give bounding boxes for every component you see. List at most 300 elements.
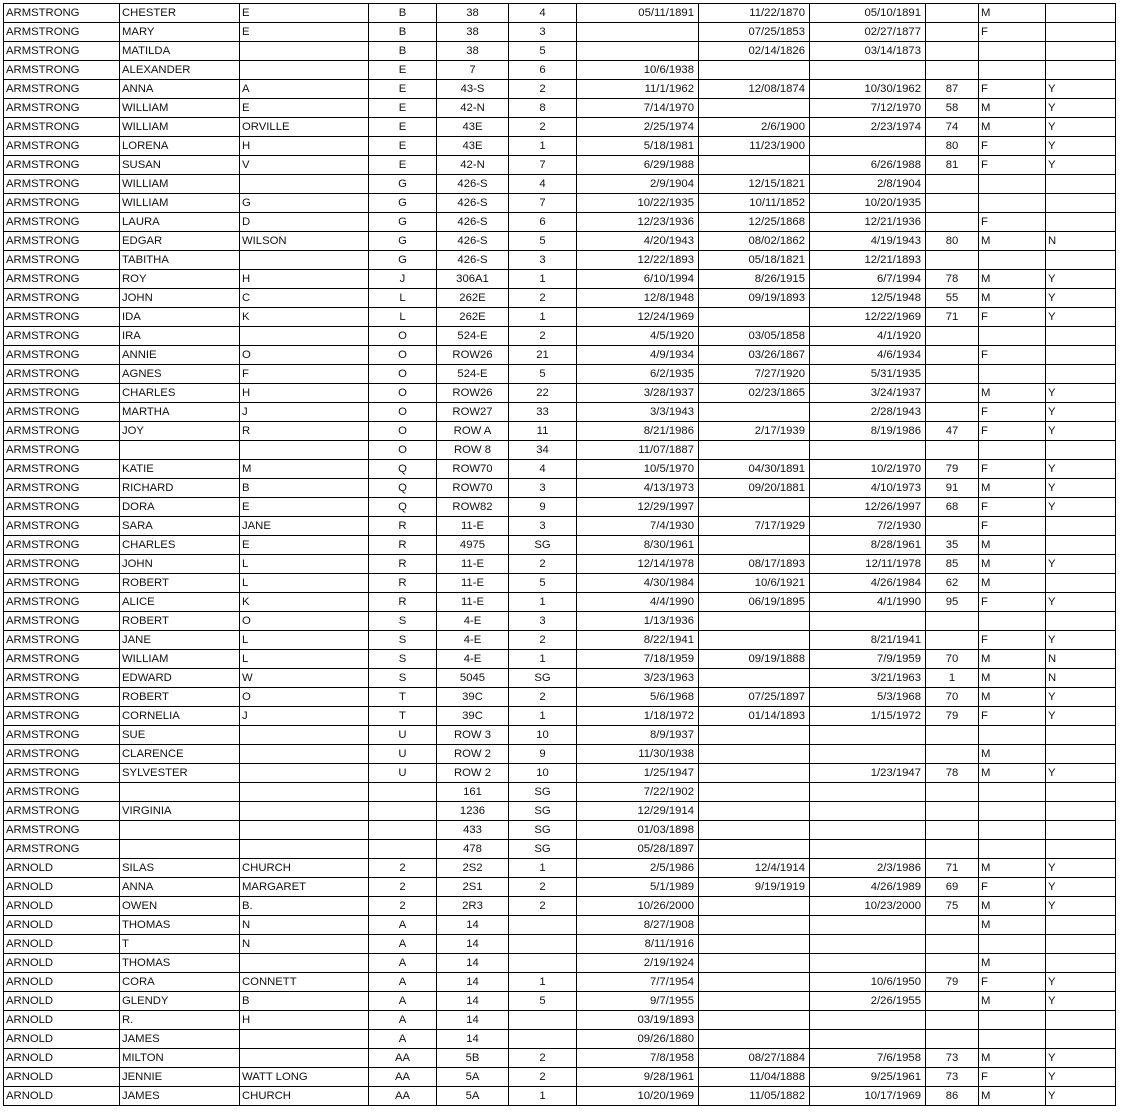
death-date-cell xyxy=(810,821,926,840)
first-name-cell: SUSAN xyxy=(120,156,240,175)
lot-cell: 262E xyxy=(437,308,509,327)
lot-cell: 4-E xyxy=(437,631,509,650)
flag-cell xyxy=(1046,821,1116,840)
flag-cell xyxy=(1046,1030,1116,1049)
birth-date-cell xyxy=(699,612,810,631)
sex-cell: F xyxy=(979,137,1046,156)
age-cell xyxy=(926,1011,979,1030)
first-name-cell: CORNELIA xyxy=(120,707,240,726)
sex-cell: F xyxy=(979,23,1046,42)
flag-cell xyxy=(1046,42,1116,61)
surname-cell: ARMSTRONG xyxy=(4,726,120,745)
table-row xyxy=(4,954,1116,973)
grave-cell xyxy=(509,1011,577,1030)
surname-cell: ARMSTRONG xyxy=(4,327,120,346)
middle-name-cell: K xyxy=(240,593,369,612)
first-name-cell: WILLIAM xyxy=(120,194,240,213)
death-date-cell: 10/17/1969 xyxy=(810,1087,926,1106)
section-cell: S xyxy=(369,669,437,688)
middle-name-cell: J xyxy=(240,403,369,422)
surname-cell: ARMSTRONG xyxy=(4,232,120,251)
age-cell: 69 xyxy=(926,878,979,897)
birth-date-cell xyxy=(699,802,810,821)
sex-cell: F xyxy=(979,422,1046,441)
age-cell xyxy=(926,1030,979,1049)
burial-date-cell: 12/14/1978 xyxy=(577,555,699,574)
burial-date-cell: 7/8/1958 xyxy=(577,1049,699,1068)
first-name-cell: IDA xyxy=(120,308,240,327)
middle-name-cell: V xyxy=(240,156,369,175)
sex-cell xyxy=(979,783,1046,802)
age-cell xyxy=(926,213,979,232)
grave-cell: SG xyxy=(509,536,577,555)
grave-cell: 2 xyxy=(509,555,577,574)
age-cell xyxy=(926,783,979,802)
birth-date-cell xyxy=(699,897,810,916)
birth-date-cell: 7/17/1929 xyxy=(699,517,810,536)
surname-cell: ARMSTRONG xyxy=(4,631,120,650)
first-name-cell: JAMES xyxy=(120,1030,240,1049)
burial-date-cell: 7/14/1970 xyxy=(577,99,699,118)
section-cell: L xyxy=(369,308,437,327)
flag-cell: Y xyxy=(1046,555,1116,574)
surname-cell: ARMSTRONG xyxy=(4,270,120,289)
burial-date-cell: 01/03/1898 xyxy=(577,821,699,840)
section-cell: 2 xyxy=(369,897,437,916)
death-date-cell: 7/12/1970 xyxy=(810,99,926,118)
flag-cell xyxy=(1046,954,1116,973)
table-row xyxy=(4,175,1116,194)
middle-name-cell xyxy=(240,783,369,802)
first-name-cell: VIRGINIA xyxy=(120,802,240,821)
first-name-cell: EDWARD xyxy=(120,669,240,688)
burial-date-cell: 7/18/1959 xyxy=(577,650,699,669)
surname-cell: ARMSTRONG xyxy=(4,118,120,137)
sex-cell: M xyxy=(979,650,1046,669)
grave-cell: 1 xyxy=(509,973,577,992)
table-row xyxy=(4,802,1116,821)
section-cell: AA xyxy=(369,1068,437,1087)
flag-cell: Y xyxy=(1046,897,1116,916)
lot-cell: 14 xyxy=(437,1011,509,1030)
birth-date-cell: 11/23/1900 xyxy=(699,137,810,156)
first-name-cell: LAURA xyxy=(120,213,240,232)
birth-date-cell: 01/14/1893 xyxy=(699,707,810,726)
grave-cell: 3 xyxy=(509,23,577,42)
lot-cell: 42-N xyxy=(437,99,509,118)
first-name-cell: THOMAS xyxy=(120,916,240,935)
lot-cell: 42-N xyxy=(437,156,509,175)
birth-date-cell xyxy=(699,498,810,517)
sex-cell: F xyxy=(979,878,1046,897)
flag-cell: Y xyxy=(1046,688,1116,707)
burial-date-cell: 4/20/1943 xyxy=(577,232,699,251)
middle-name-cell: L xyxy=(240,631,369,650)
death-date-cell xyxy=(810,1030,926,1049)
table-row xyxy=(4,365,1116,384)
first-name-cell: RICHARD xyxy=(120,479,240,498)
section-cell: 2 xyxy=(369,859,437,878)
section-cell: AA xyxy=(369,1087,437,1106)
sex-cell: M xyxy=(979,384,1046,403)
burial-date-cell: 6/29/1988 xyxy=(577,156,699,175)
first-name-cell: SUE xyxy=(120,726,240,745)
surname-cell: ARMSTRONG xyxy=(4,688,120,707)
lot-cell: 14 xyxy=(437,954,509,973)
grave-cell: 1 xyxy=(509,859,577,878)
table-row xyxy=(4,232,1116,251)
grave-cell: 4 xyxy=(509,4,577,23)
lot-cell: 39C xyxy=(437,707,509,726)
lot-cell: 2S2 xyxy=(437,859,509,878)
sex-cell: M xyxy=(979,536,1046,555)
grave-cell: 3 xyxy=(509,612,577,631)
grave-cell: 1 xyxy=(509,650,577,669)
death-date-cell xyxy=(810,441,926,460)
table-row xyxy=(4,327,1116,346)
surname-cell: ARMSTRONG xyxy=(4,4,120,23)
age-cell xyxy=(926,346,979,365)
record-table-body xyxy=(4,4,1116,1106)
flag-cell: Y xyxy=(1046,384,1116,403)
grave-cell: 6 xyxy=(509,61,577,80)
burial-date-cell: 9/7/1955 xyxy=(577,992,699,1011)
birth-date-cell xyxy=(699,1030,810,1049)
surname-cell: ARNOLD xyxy=(4,1030,120,1049)
sex-cell: M xyxy=(979,99,1046,118)
sex-cell: F xyxy=(979,308,1046,327)
grave-cell: 22 xyxy=(509,384,577,403)
surname-cell: ARNOLD xyxy=(4,973,120,992)
death-date-cell: 12/26/1997 xyxy=(810,498,926,517)
middle-name-cell xyxy=(240,954,369,973)
lot-cell: 524-E xyxy=(437,327,509,346)
middle-name-cell: MARGARET xyxy=(240,878,369,897)
sex-cell: M xyxy=(979,118,1046,137)
lot-cell: 306A1 xyxy=(437,270,509,289)
age-cell: 71 xyxy=(926,859,979,878)
surname-cell: ARMSTRONG xyxy=(4,175,120,194)
first-name-cell: MARY xyxy=(120,23,240,42)
flag-cell xyxy=(1046,327,1116,346)
age-cell xyxy=(926,4,979,23)
age-cell: 1 xyxy=(926,669,979,688)
burial-date-cell: 12/29/1914 xyxy=(577,802,699,821)
middle-name-cell xyxy=(240,840,369,859)
age-cell xyxy=(926,251,979,270)
table-row xyxy=(4,422,1116,441)
lot-cell: 4-E xyxy=(437,650,509,669)
birth-date-cell xyxy=(699,61,810,80)
surname-cell: ARMSTRONG xyxy=(4,821,120,840)
grave-cell: 3 xyxy=(509,251,577,270)
birth-date-cell: 04/30/1891 xyxy=(699,460,810,479)
sex-cell xyxy=(979,802,1046,821)
lot-cell: 43-S xyxy=(437,80,509,99)
death-date-cell: 9/25/1961 xyxy=(810,1068,926,1087)
burial-date-cell: 2/9/1904 xyxy=(577,175,699,194)
lot-cell: 14 xyxy=(437,935,509,954)
section-cell: 2 xyxy=(369,878,437,897)
record-table xyxy=(3,3,1116,1106)
death-date-cell xyxy=(810,840,926,859)
first-name-cell: WILLIAM xyxy=(120,175,240,194)
middle-name-cell: N xyxy=(240,916,369,935)
birth-date-cell xyxy=(699,631,810,650)
lot-cell: 38 xyxy=(437,4,509,23)
table-row xyxy=(4,23,1116,42)
death-date-cell: 3/21/1963 xyxy=(810,669,926,688)
burial-date-cell: 11/07/1887 xyxy=(577,441,699,460)
table-row xyxy=(4,42,1116,61)
burial-date-cell: 1/18/1972 xyxy=(577,707,699,726)
first-name-cell: ALEXANDER xyxy=(120,61,240,80)
death-date-cell xyxy=(810,612,926,631)
grave-cell: 1 xyxy=(509,137,577,156)
birth-date-cell xyxy=(699,764,810,783)
flag-cell xyxy=(1046,61,1116,80)
lot-cell: ROW70 xyxy=(437,460,509,479)
birth-date-cell xyxy=(699,821,810,840)
middle-name-cell: WILSON xyxy=(240,232,369,251)
section-cell: G xyxy=(369,251,437,270)
lot-cell: 11-E xyxy=(437,574,509,593)
death-date-cell: 4/26/1984 xyxy=(810,574,926,593)
first-name-cell: WILLIAM xyxy=(120,99,240,118)
table-row xyxy=(4,441,1116,460)
death-date-cell: 7/9/1959 xyxy=(810,650,926,669)
age-cell: 35 xyxy=(926,536,979,555)
table-row xyxy=(4,897,1116,916)
section-cell: A xyxy=(369,954,437,973)
age-cell xyxy=(926,840,979,859)
grave-cell: 2 xyxy=(509,878,577,897)
lot-cell: ROW70 xyxy=(437,479,509,498)
surname-cell: ARMSTRONG xyxy=(4,555,120,574)
death-date-cell: 12/11/1978 xyxy=(810,555,926,574)
table-row xyxy=(4,688,1116,707)
burial-date-cell: 10/6/1938 xyxy=(577,61,699,80)
section-cell: A xyxy=(369,1011,437,1030)
lot-cell: 1236 xyxy=(437,802,509,821)
flag-cell: Y xyxy=(1046,270,1116,289)
age-cell xyxy=(926,992,979,1011)
sex-cell xyxy=(979,1011,1046,1030)
age-cell xyxy=(926,23,979,42)
sex-cell xyxy=(979,935,1046,954)
lot-cell: 2R3 xyxy=(437,897,509,916)
lot-cell: ROW 2 xyxy=(437,764,509,783)
burial-date-cell: 12/29/1997 xyxy=(577,498,699,517)
section-cell: G xyxy=(369,194,437,213)
death-date-cell: 4/19/1943 xyxy=(810,232,926,251)
first-name-cell: THOMAS xyxy=(120,954,240,973)
grave-cell: SG xyxy=(509,802,577,821)
grave-cell: 5 xyxy=(509,365,577,384)
death-date-cell: 4/1/1920 xyxy=(810,327,926,346)
table-row xyxy=(4,593,1116,612)
sex-cell: F xyxy=(979,631,1046,650)
birth-date-cell xyxy=(699,308,810,327)
grave-cell: 1 xyxy=(509,707,577,726)
section-cell: O xyxy=(369,403,437,422)
first-name-cell: SILAS xyxy=(120,859,240,878)
section-cell: AA xyxy=(369,1049,437,1068)
surname-cell: ARMSTRONG xyxy=(4,517,120,536)
section-cell: L xyxy=(369,289,437,308)
age-cell xyxy=(926,365,979,384)
birth-date-cell: 09/19/1893 xyxy=(699,289,810,308)
surname-cell: ARMSTRONG xyxy=(4,745,120,764)
flag-cell: Y xyxy=(1046,1068,1116,1087)
flag-cell: N xyxy=(1046,650,1116,669)
birth-date-cell xyxy=(699,916,810,935)
section-cell: R xyxy=(369,517,437,536)
table-row xyxy=(4,99,1116,118)
middle-name-cell: O xyxy=(240,612,369,631)
sex-cell: M xyxy=(979,954,1046,973)
grave-cell: 10 xyxy=(509,764,577,783)
table-row xyxy=(4,726,1116,745)
first-name-cell: ALICE xyxy=(120,593,240,612)
birth-date-cell xyxy=(699,156,810,175)
lot-cell: 478 xyxy=(437,840,509,859)
middle-name-cell: A xyxy=(240,80,369,99)
surname-cell: ARMSTRONG xyxy=(4,194,120,213)
burial-date-cell: 5/18/1981 xyxy=(577,137,699,156)
surname-cell: ARNOLD xyxy=(4,916,120,935)
sex-cell xyxy=(979,327,1046,346)
age-cell: 68 xyxy=(926,498,979,517)
section-cell: A xyxy=(369,992,437,1011)
lot-cell: ROW27 xyxy=(437,403,509,422)
sex-cell: M xyxy=(979,992,1046,1011)
surname-cell: ARMSTRONG xyxy=(4,365,120,384)
section-cell: E xyxy=(369,99,437,118)
table-row xyxy=(4,555,1116,574)
sex-cell: M xyxy=(979,479,1046,498)
sex-cell: M xyxy=(979,574,1046,593)
first-name-cell: JENNIE xyxy=(120,1068,240,1087)
birth-date-cell: 08/17/1893 xyxy=(699,555,810,574)
first-name-cell: SARA xyxy=(120,517,240,536)
flag-cell xyxy=(1046,194,1116,213)
middle-name-cell: E xyxy=(240,498,369,517)
age-cell: 87 xyxy=(926,80,979,99)
middle-name-cell: B xyxy=(240,992,369,1011)
section-cell: A xyxy=(369,935,437,954)
age-cell xyxy=(926,802,979,821)
flag-cell: Y xyxy=(1046,498,1116,517)
death-date-cell: 6/7/1994 xyxy=(810,270,926,289)
flag-cell xyxy=(1046,726,1116,745)
middle-name-cell: W xyxy=(240,669,369,688)
grave-cell xyxy=(509,916,577,935)
burial-date-cell: 1/25/1947 xyxy=(577,764,699,783)
grave-cell: 33 xyxy=(509,403,577,422)
lot-cell: 14 xyxy=(437,992,509,1011)
birth-date-cell: 09/20/1881 xyxy=(699,479,810,498)
grave-cell: 1 xyxy=(509,1087,577,1106)
burial-date-cell: 4/9/1934 xyxy=(577,346,699,365)
death-date-cell: 8/21/1941 xyxy=(810,631,926,650)
birth-date-cell: 09/19/1888 xyxy=(699,650,810,669)
first-name-cell: JOHN xyxy=(120,555,240,574)
burial-date-cell: 8/11/1916 xyxy=(577,935,699,954)
surname-cell: ARNOLD xyxy=(4,1087,120,1106)
flag-cell: Y xyxy=(1046,1049,1116,1068)
middle-name-cell xyxy=(240,441,369,460)
burial-date-cell: 12/8/1948 xyxy=(577,289,699,308)
death-date-cell xyxy=(810,1011,926,1030)
middle-name-cell: L xyxy=(240,574,369,593)
sex-cell: F xyxy=(979,213,1046,232)
sex-cell: M xyxy=(979,688,1046,707)
section-cell: O xyxy=(369,441,437,460)
birth-date-cell: 10/6/1921 xyxy=(699,574,810,593)
section-cell: O xyxy=(369,365,437,384)
table-row xyxy=(4,612,1116,631)
surname-cell: ARMSTRONG xyxy=(4,669,120,688)
lot-cell: 2S1 xyxy=(437,878,509,897)
surname-cell: ARMSTRONG xyxy=(4,23,120,42)
section-cell xyxy=(369,802,437,821)
sex-cell: M xyxy=(979,916,1046,935)
death-date-cell: 4/1/1990 xyxy=(810,593,926,612)
first-name-cell: ROY xyxy=(120,270,240,289)
death-date-cell xyxy=(810,783,926,802)
lot-cell: 43E xyxy=(437,118,509,137)
middle-name-cell xyxy=(240,745,369,764)
age-cell xyxy=(926,612,979,631)
birth-date-cell xyxy=(699,954,810,973)
lot-cell: ROW26 xyxy=(437,346,509,365)
section-cell: U xyxy=(369,764,437,783)
grave-cell xyxy=(509,935,577,954)
first-name-cell xyxy=(120,821,240,840)
grave-cell: 21 xyxy=(509,346,577,365)
middle-name-cell xyxy=(240,1049,369,1068)
flag-cell xyxy=(1046,251,1116,270)
middle-name-cell: E xyxy=(240,23,369,42)
flag-cell: N xyxy=(1046,669,1116,688)
burial-date-cell: 11/30/1938 xyxy=(577,745,699,764)
burial-date-cell: 2/19/1924 xyxy=(577,954,699,973)
burial-date-cell: 6/2/1935 xyxy=(577,365,699,384)
burial-date-cell: 6/10/1994 xyxy=(577,270,699,289)
age-cell: 70 xyxy=(926,650,979,669)
surname-cell: ARMSTRONG xyxy=(4,441,120,460)
middle-name-cell: E xyxy=(240,536,369,555)
flag-cell: Y xyxy=(1046,403,1116,422)
age-cell xyxy=(926,954,979,973)
age-cell xyxy=(926,327,979,346)
age-cell: 79 xyxy=(926,973,979,992)
surname-cell: ARMSTRONG xyxy=(4,802,120,821)
first-name-cell: ANNIE xyxy=(120,346,240,365)
birth-date-cell xyxy=(699,669,810,688)
death-date-cell xyxy=(810,916,926,935)
burial-date-cell: 1/13/1936 xyxy=(577,612,699,631)
grave-cell: 2 xyxy=(509,327,577,346)
flag-cell xyxy=(1046,346,1116,365)
death-date-cell: 5/31/1935 xyxy=(810,365,926,384)
death-date-cell xyxy=(810,802,926,821)
grave-cell: SG xyxy=(509,840,577,859)
birth-date-cell: 8/26/1915 xyxy=(699,270,810,289)
surname-cell: ARMSTRONG xyxy=(4,213,120,232)
grave-cell: 2 xyxy=(509,1068,577,1087)
